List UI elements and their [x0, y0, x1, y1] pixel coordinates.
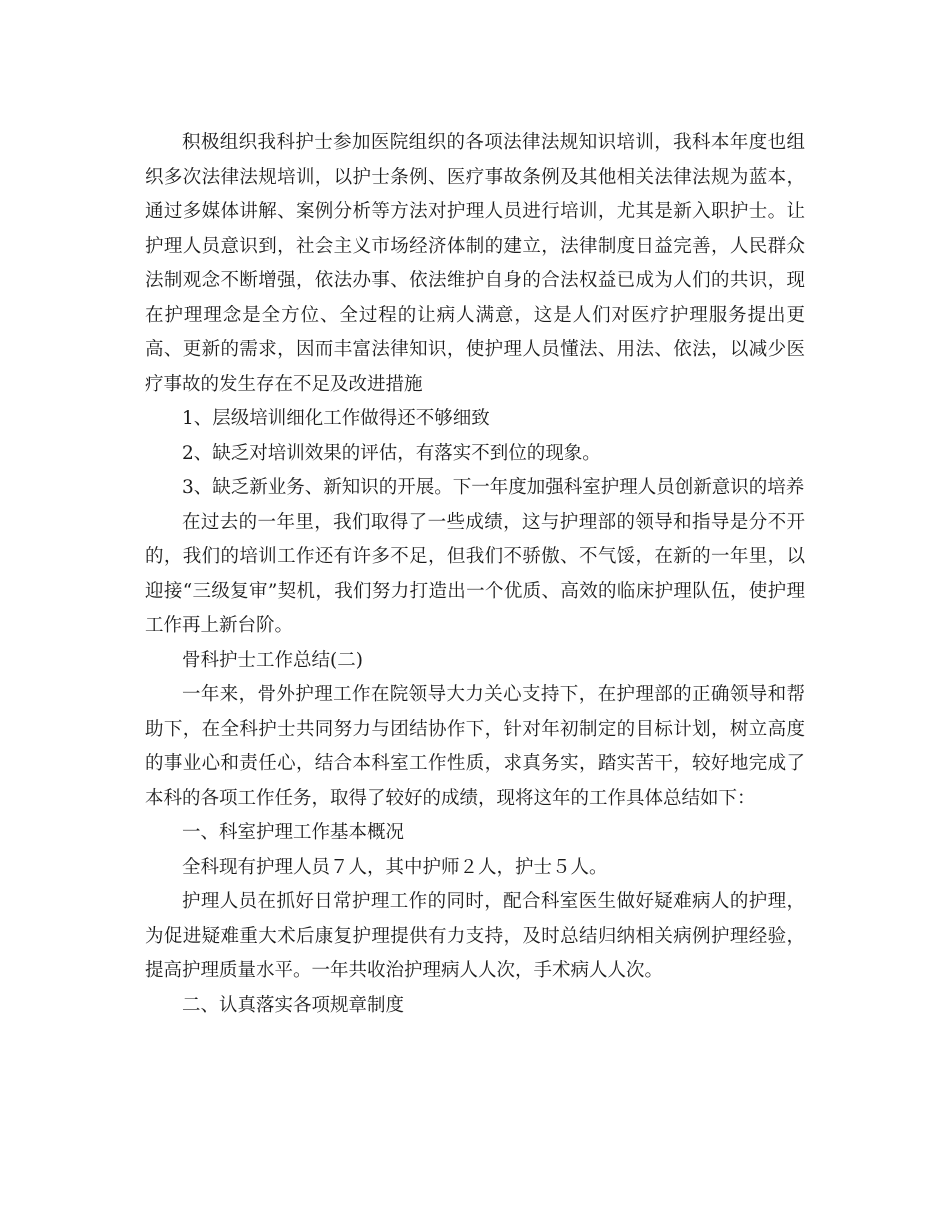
- heading-rules: 二、认真落实各项规章制度: [182, 994, 405, 1016]
- paragraph-conclusion: 在过去的一年里，我们取得了一些成绩，这与护理部的领导和指导是分不开的，我们的培训工作还有许多不足，但我们不骄傲、不气馁，在新的一年里，以迎接“三级复审”契机，我们努力打造出一个优质、高效的临床护理队伍，使护理工作再上新台阶。: [145, 511, 805, 636]
- section-title: 骨科护士工作总结(二): [182, 649, 363, 671]
- heading-overview: 一、科室护理工作基本概况: [182, 822, 405, 843]
- paragraph-legal-training: 积极组织我科护士参加医院组织的各项法律法规知识培训，我科本年度也组织多次法律法规培训，以护士条例、医疗事故条例及其他相关法律法规为蓝本，通过多媒体讲解、案例分析等方法对护理人员进行培训，尤其是新入职护士。让护理人员意识到，社会主义市场经济体制的建立，法律制度日益完善，人民群众法制观念不断增强，依法办事、依法维护自身的合法权益已成为人们的共识，现在护理理念是全方位、全过程的让病人满意，这是人们对医疗护理服务提出更高、更新的需求，因而丰富法律知识，使护理人员懂法、用法、依法，以减少医疗事故的发生存在不足及改进措施: [145, 132, 805, 395]
- paragraph-staff-count: 全科现有护理人员７人，其中护师２人，护士５人。: [182, 856, 608, 878]
- document-body: [145, 126, 805, 1023]
- list-item-2: 2、缺乏对培训效果的评估，有落实不到位的现象。: [182, 442, 601, 464]
- paragraph-intro: 一年来，骨外护理工作在院领导大力关心支持下，在护理部的正确领导和帮助下，在全科护士共同努力与团结协作下，针对年初制定的目标计划，树立高度的事业心和责任心，结合本科室工作性质，求真务实，踏实苦干，较好地完成了本科的各项工作任务，取得了较好的成绩，现将这年的工作具体总结如下：: [145, 684, 805, 809]
- list-item-3: 3、缺乏新业务、新知识的开展。下一年度加强科室护理人员创新意识的培养: [182, 477, 805, 498]
- list-item-1: 1、层级培训细化工作做得还不够细致: [182, 408, 490, 429]
- paragraph-daily-care: 护理人员在抓好日常护理工作的同时，配合科室医生做好疑难病人的护理，为促进疑难重大术后康复护理提供有力支持，及时总结归纳相关病例护理经验，提高护理质量水平。一年共收治护理病人人次，手术病人人次。: [145, 891, 805, 981]
